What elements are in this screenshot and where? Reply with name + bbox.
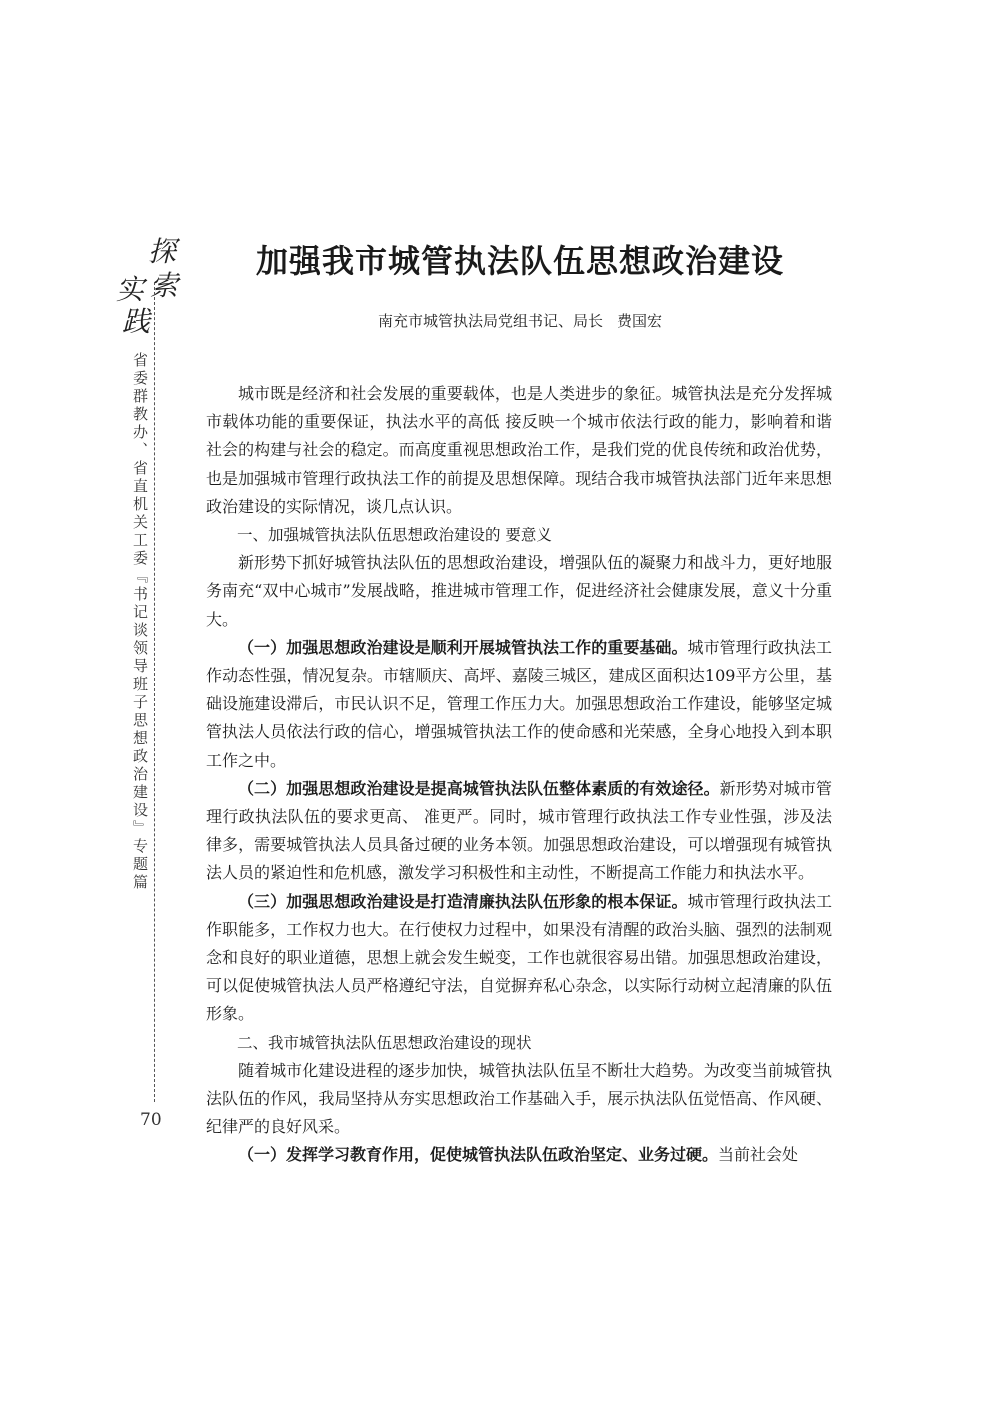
column-vertical-label: 省委群教办、省直机关工委『书记谈领导班子思想政治建设』专题篇: [131, 352, 149, 892]
point-2-text: 新形势对城市管理行政执法队伍的要求更高、 准更严。同时，城市管理行政执法工作专业性强，涉及法律多，需要城管执法人员具备过硬的业务本领。加强思想政治建设，可以增强现有城管执法人员的紧迫性和危机感，激发学习积极性和主动性，不断提高工作能力和执法水平。: [206, 778, 832, 883]
byline-author: 费国宏: [617, 312, 663, 330]
logo-char-tan: 探: [148, 235, 177, 268]
paragraph-point-2: [206, 775, 832, 888]
paragraph-point-4: [206, 1141, 832, 1169]
column-logo: [112, 235, 182, 338]
point-2-lead: （二）加强思想政治建设是提高城管执法队伍整体素质的有效途径。: [238, 778, 720, 798]
logo-char-suo: 索: [150, 269, 179, 302]
article-body: [206, 380, 832, 1170]
article-byline: [200, 310, 840, 331]
point-3-text: 城市管理行政执法工作职能多，工作权力也大。在行使权力过程中，如果没有清醒的政治头脑、强烈的法制观念和良好的职业道德，思想上就会发生蜕变，工作也就很容易出错。加强思想政治建设，可以促使城管执法人员严格遵纪守法，自觉摒弃私心杂念，以实际行动树立起清廉的队伍形象。: [206, 891, 832, 1024]
column-divider: [154, 282, 155, 1102]
point-3-lead: （三）加强思想政治建设是打造清廉执法队伍形象的根本保证。: [238, 891, 688, 911]
paragraph-significance: 新形势下抓好城管执法队伍的思想政治建设，增强队伍的凝聚力和战斗力，更好地服务南充“双中心城市”发展战略，推进城市管理工作，促进经济社会健康发展，意义十分重大。: [206, 553, 832, 629]
paragraph-intro: 城市既是经济和社会发展的重要载体，也是人类进步的象征。城管执法是充分发挥城市载体功能的重要保证，执法水平的高低 接反映一个城市依法行政的能力，影响着和谐社会的构建与社会的稳定。而高度重视思想政治工作，是我们党的优良传统和政治优势，也是加强城市管理行政执法工作的前提及思想保障。现结合我市城管执法部门近年来思想政治建设的实际情况，谈几点认识。: [206, 384, 832, 516]
point-4-text: 当前社会处: [718, 1145, 799, 1165]
point-1-lead: （一）加强思想政治建设是顺利开展城管执法工作的重要基础。: [238, 637, 688, 657]
paragraph-point-1: [206, 634, 832, 775]
section-heading-2: 二、我市城管执法队伍思想政治建设的现状: [237, 1033, 532, 1052]
paragraph-status: 随着城市化建设进程的逐步加快，城管执法队伍呈不断壮大趋势。为改变当前城管执法队伍的作风，我局坚持从夯实思想政治工作基础入手，展示执法队伍觉悟高、作风硬、纪律严的良好风采。: [206, 1060, 832, 1137]
byline-role: 南充市城管执法局党组书记、局长: [377, 312, 603, 330]
point-4-lead: （一）发挥学习教育作用，促使城管执法队伍政治坚定、业务过硬。: [238, 1145, 719, 1165]
logo-char-jian: 践: [122, 305, 151, 338]
section-heading-1: 一、加强城管执法队伍思想政治建设的 要意义: [237, 526, 552, 545]
article-title: 加强我市城管执法队伍思想政治建设: [255, 242, 784, 280]
paragraph-point-3: [206, 888, 832, 1029]
page-number: 70: [140, 1110, 162, 1130]
logo-char-shi: 实: [116, 273, 145, 306]
point-1-text: 城市管理行政执法工作动态性强，情况复杂。市辖顺庆、高坪、嘉陵三城区，建成区面积达109平方公里，基础设施建设滞后，市民认识不足，管理工作压力大。加强思想政治工作建设，能够坚定城管执法人员依法行政的信心，增强城管执法工作的使命感和光荣感，全身心地投入到本职工作之中。: [206, 637, 832, 770]
